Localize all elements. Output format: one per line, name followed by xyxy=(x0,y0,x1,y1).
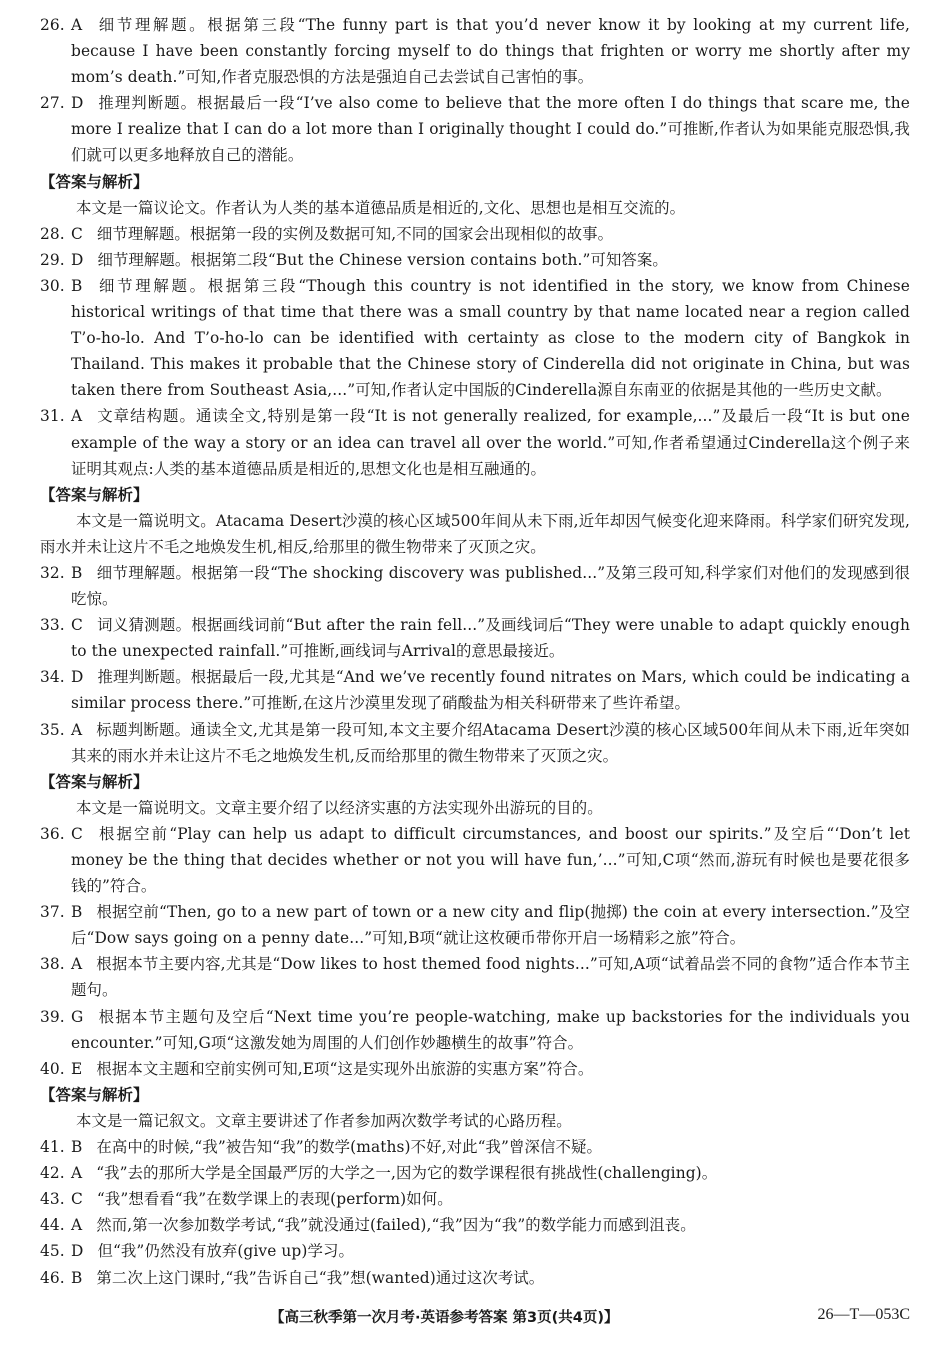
answer-item xyxy=(40,247,910,273)
explanation-text: 细节理解题。根据第一段“The shocking discovery was published...”及第三段可知,科学家们对他们的发现感到很吃惊。 xyxy=(71,563,910,609)
explanation-text: 根据本节主要内容,尤其是“Dow likes to host themed food nights...”可知,A项“试着品尝不同的食物”适合作本节主题句。 xyxy=(71,955,910,1000)
explanation-text: “我”去的那所大学是全国最严厉的大学之一,因为它的数学课程很有挑战性(challenging)。 xyxy=(96,1164,718,1183)
question-number: 28. xyxy=(40,224,65,243)
answer-item xyxy=(40,403,910,481)
question-number: 27. xyxy=(40,94,65,113)
explanation-text: 根据空前“Then, go to a new part of town or a new city and flip(抛掷) the coin at every intersection.”及空后“Dow says going on a penny date...”可知,B项“就让这枚硬币带你开启一场精彩之旅”符合。 xyxy=(71,903,910,948)
answer-item xyxy=(40,1004,910,1056)
answer-letter: A xyxy=(71,1164,83,1183)
passage-summary: 本文是一篇说明文。Atacama Desert沙漠的核心区域500年间从未下雨,近年却因气候变化迎来降雨。科学家们研究发现,雨水并未让这片不毛之地焕发生机,相反,给那里的微生物带来了灭顶之灾。 xyxy=(40,511,910,556)
answer-item xyxy=(40,1212,910,1238)
answer-letter: A xyxy=(71,1216,83,1235)
explanation-text: 细节理解题。根据第三段“Though this country is not identified in the story, we know from Chinese historical writings of that time that there was a small country by that name located near a region called T’o-ho-lo. And T’o-ho-lo can be identified with certainty as close to the modern city of Bangkok in Thailand. This makes it probable that the Chinese story of Cinderella did not originate in China, but was taken there from Southeast Asia,...”可知,作者认定中国版的Cinderella源自东南亚的依据是其他的一些历史文献。 xyxy=(71,276,910,400)
answer-explanations xyxy=(40,12,910,1291)
question-number: 40. xyxy=(40,1059,65,1078)
answer-letter: C xyxy=(71,224,83,243)
question-number: 32. xyxy=(40,563,65,582)
question-number: 41. xyxy=(40,1138,65,1157)
explanation-text: 然而,第一次参加数学考试,“我”就没通过(failed),“我”因为“我”的数学能力而感到沮丧。 xyxy=(96,1216,696,1235)
answer-letter: B xyxy=(71,1268,83,1287)
question-number: 34. xyxy=(40,668,65,687)
explanation-text: 标题判断题。通读全文,尤其是第一段可知,本文主要介绍Atacama Desert沙漠的核心区域500年间从未下雨,近年突如其来的雨水并未让这片不毛之地焕发生机,反而给那里的微生物带来了灭顶之灾。 xyxy=(71,720,910,765)
explanation-text: 根据空前“Play can help us adapt to difficult circumstances, and boost our spirits.”及空后“‘Don’t let money be the thing that decides whether or not you will have fun,’...”可知,C项“然而,游玩有时候也是要花很多钱的”符合。 xyxy=(71,824,910,896)
answer-item xyxy=(40,1265,910,1291)
answer-letter: B xyxy=(71,563,83,582)
answer-letter: A xyxy=(71,955,83,974)
answer-item xyxy=(40,1160,910,1186)
question-number: 46. xyxy=(40,1268,65,1287)
explanation-text: 细节理解题。根据第三段“The funny part is that you’d never know it by looking at my current life, because I have been constantly forcing myself to do things that frighten or worry me shortly after my mom’s death.”可知,作者克服恐惧的方法是强迫自己去尝试自己害怕的事。 xyxy=(71,16,910,87)
answer-letter: B xyxy=(71,1138,83,1157)
footer-title: 【高三秋季第一次月考·英语参考答案 第3页(共4页)】 xyxy=(270,1310,619,1326)
question-number: 31. xyxy=(40,407,65,426)
explanation-text: 细节理解题。根据第一段的实例及数据可知,不同的国家会出现相似的故事。 xyxy=(96,224,614,243)
explanation-text: 细节理解题。根据第二段“But the Chinese version contains both.”可知答案。 xyxy=(97,250,668,269)
explanation-text: 第二次上这门课时,“我”告诉自己“我”想(wanted)通过这次考试。 xyxy=(96,1268,545,1287)
answer-item xyxy=(40,1056,910,1082)
answer-letter: C xyxy=(71,1190,83,1209)
question-number: 42. xyxy=(40,1164,65,1183)
explanation-text: 词义猜测题。根据画线词前“But after the rain fell...”及画线词后“They were unable to adapt quickly enough to the unexpected rainfall.”可推断,画线词与Arrival的意思最接近。 xyxy=(71,616,910,661)
answer-letter: D xyxy=(71,94,84,113)
section-heading: 【答案与解析】 xyxy=(40,772,149,791)
answer-item xyxy=(40,90,910,168)
answer-item xyxy=(40,1134,910,1160)
answer-item xyxy=(40,12,910,90)
explanation-text: 推理判断题。根据最后一段,尤其是“And we’ve recently found nitrates on Mars, which could be indicating a similar process there.”可推断,在这片沙漠里发现了硝酸盐为相关科研带来了些许希望。 xyxy=(71,668,910,713)
question-number: 39. xyxy=(40,1007,65,1026)
explanation-text: 推理判断题。根据最后一段“I’ve also come to believe that the more often I do things that scare me, the more I realize that I can do a lot more than I originally thought I could do.”可推断,作者认为如果能克服恐惧,我们就可以更多地释放自己的潜能。 xyxy=(71,94,910,165)
question-number: 30. xyxy=(40,276,65,295)
question-number: 45. xyxy=(40,1242,65,1261)
document-code: 26—T—053C xyxy=(817,1306,910,1323)
answer-letter: A xyxy=(71,407,83,426)
page-footer xyxy=(0,1306,910,1334)
answer-item xyxy=(40,1238,910,1264)
explanation-text: 根据本节主题句及空后“Next time you’re people-watching, make up backstories for the individuals you encounter.”可知,G项“这激发她为周围的人们创作妙趣横生的故事”符合。 xyxy=(71,1007,910,1052)
passage-summary: 本文是一篇说明文。文章主要介绍了以经济实惠的方法实现外出游玩的目的。 xyxy=(76,798,603,817)
answer-key-page xyxy=(40,12,910,1291)
answer-item xyxy=(40,821,910,899)
explanation-text: 在高中的时候,“我”被告知“我”的数学(maths)不好,对此“我”曾深信不疑。 xyxy=(96,1138,602,1157)
answer-item xyxy=(40,221,910,247)
answer-item xyxy=(40,612,910,664)
answer-letter: D xyxy=(71,668,84,687)
answer-item xyxy=(40,664,910,716)
answer-letter: C xyxy=(71,824,83,843)
answer-letter: E xyxy=(71,1059,83,1078)
answer-letter: C xyxy=(71,616,83,635)
question-number: 33. xyxy=(40,616,65,635)
answer-item xyxy=(40,1186,910,1212)
answer-item xyxy=(40,899,910,951)
question-number: 35. xyxy=(40,720,65,739)
passage-summary: 本文是一篇记叙文。文章主要讲述了作者参加两次数学考试的心路历程。 xyxy=(76,1111,572,1130)
section-heading: 【答案与解析】 xyxy=(40,485,149,504)
answer-item xyxy=(40,717,910,769)
answer-item xyxy=(40,560,910,612)
answer-letter: B xyxy=(71,903,83,922)
answer-letter: G xyxy=(71,1007,84,1026)
answer-letter: D xyxy=(71,250,84,269)
answer-item xyxy=(40,273,910,403)
answer-letter: D xyxy=(71,1242,84,1261)
explanation-text: “我”想看看“我”在数学课上的表现(perform)如何。 xyxy=(96,1190,453,1209)
explanation-text: 文章结构题。通读全文,特别是第一段“It is not generally realized, for example,...”及最后一段“It is but one example of the way a story or an idea can travel all over the world.”可知,作者希望通过Cinderella这个例子来证明其观点:人类的基本道德品质是相近的,思想文化也是相互融通的。 xyxy=(71,407,910,478)
answer-letter: A xyxy=(71,16,83,34)
answer-letter: B xyxy=(71,276,83,295)
explanation-text: 根据本文主题和空前实例可知,E项“这是实现外出旅游的实惠方案”符合。 xyxy=(96,1059,594,1078)
explanation-text: 但“我”仍然没有放弃(give up)学习。 xyxy=(97,1242,354,1261)
answer-item xyxy=(40,951,910,1003)
passage-summary: 本文是一篇议论文。作者认为人类的基本道德品质是相近的,文化、思想也是相互交流的。 xyxy=(76,198,686,217)
question-number: 26. xyxy=(40,16,65,34)
question-number: 29. xyxy=(40,250,65,269)
question-number: 36. xyxy=(40,824,65,843)
section-heading: 【答案与解析】 xyxy=(40,172,149,191)
question-number: 43. xyxy=(40,1190,65,1209)
section-heading: 【答案与解析】 xyxy=(40,1085,149,1104)
question-number: 37. xyxy=(40,903,65,922)
question-number: 38. xyxy=(40,955,65,974)
question-number: 44. xyxy=(40,1216,65,1235)
answer-letter: A xyxy=(71,720,83,739)
